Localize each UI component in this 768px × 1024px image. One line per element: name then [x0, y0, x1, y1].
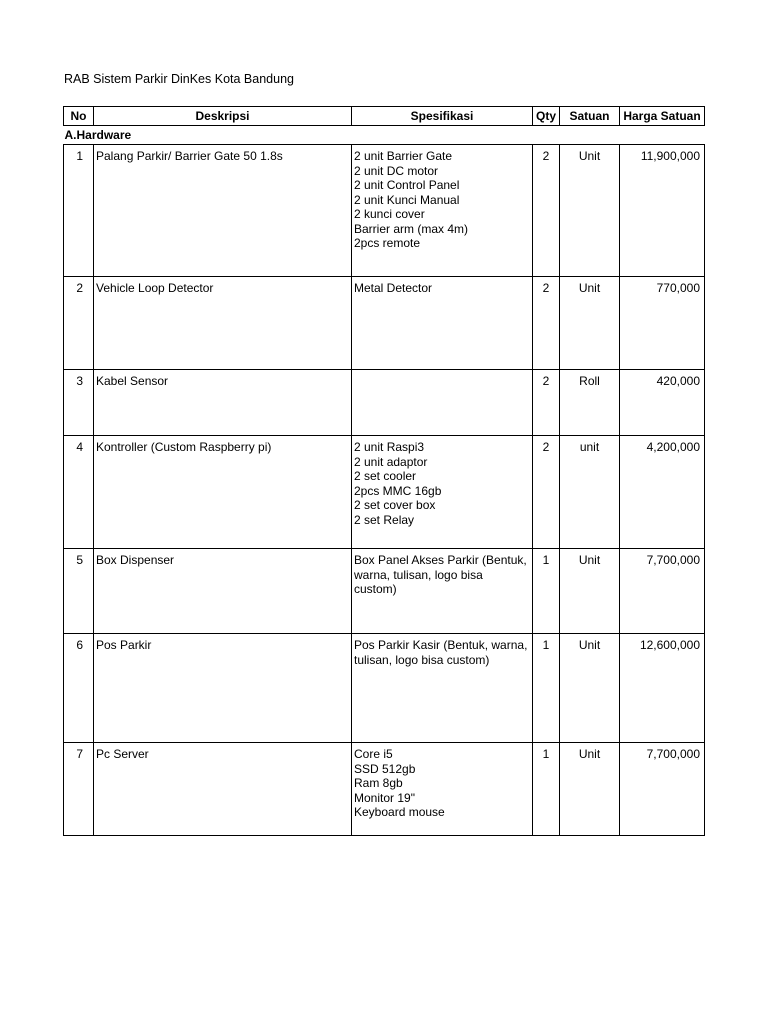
- row-no: 6: [64, 634, 94, 743]
- row-qty: 1: [533, 634, 560, 743]
- spec-line: 2 unit Raspi3: [354, 440, 425, 454]
- spec-line: Box Panel Akses Parkir (Bentuk,: [354, 553, 527, 567]
- spec-line: 2 set cover box: [354, 498, 436, 512]
- row-satuan: unit: [560, 436, 620, 549]
- table-row: [64, 634, 705, 743]
- row-qty: 2: [533, 436, 560, 549]
- row-satuan: Unit: [560, 634, 620, 743]
- spec-line: Barrier arm (max 4m): [354, 221, 469, 236]
- row-deskripsi: Pos Parkir: [94, 634, 352, 743]
- table-row: [64, 743, 705, 836]
- spec-line: 2 kunci cover: [354, 207, 425, 221]
- row-deskripsi: Kontroller (Custom Raspberry pi): [94, 436, 352, 549]
- row-deskripsi: Box Dispenser: [94, 549, 352, 634]
- row-satuan: Roll: [560, 370, 620, 436]
- header-spesifikasi: Spesifikasi: [352, 107, 533, 126]
- row-harga-satuan: 770,000: [620, 277, 705, 370]
- spec-line: Pos Parkir Kasir (Bentuk, warna,: [354, 638, 528, 652]
- row-spesifikasi: [352, 634, 533, 743]
- row-harga-satuan: 7,700,000: [620, 743, 705, 836]
- spec-line: warna, tulisan, logo bisa: [354, 567, 483, 582]
- row-spesifikasi: [352, 436, 533, 549]
- spec-line: Keyboard mouse: [354, 805, 445, 819]
- row-harga-satuan: 420,000: [620, 370, 705, 436]
- table-row: [64, 436, 705, 549]
- header-satuan: Satuan: [560, 107, 620, 126]
- header-no: No: [64, 107, 94, 126]
- row-spesifikasi: [352, 743, 533, 836]
- row-spesifikasi: [352, 277, 533, 370]
- spec-line: 2pcs remote: [354, 236, 421, 250]
- row-satuan: Unit: [560, 145, 620, 277]
- table-header-row: [64, 107, 705, 126]
- spec-line: SSD 512gb: [354, 761, 416, 776]
- row-satuan: Unit: [560, 743, 620, 836]
- row-qty: 1: [533, 549, 560, 634]
- row-no: 1: [64, 145, 94, 277]
- row-qty: 1: [533, 743, 560, 836]
- row-deskripsi: Palang Parkir/ Barrier Gate 50 1.8s: [94, 145, 352, 277]
- spec-line: 2 unit DC motor: [354, 163, 439, 178]
- row-harga-satuan: 4,200,000: [620, 436, 705, 549]
- row-harga-satuan: 12,600,000: [620, 634, 705, 743]
- document-title: RAB Sistem Parkir DinKes Kota Bandung: [64, 72, 294, 86]
- spec-line: tulisan, logo bisa custom): [354, 652, 490, 667]
- row-harga-satuan: 7,700,000: [620, 549, 705, 634]
- spec-line: 2 unit Barrier Gate: [354, 149, 453, 163]
- row-satuan: Unit: [560, 549, 620, 634]
- spec-line: 2 set cooler: [354, 469, 417, 483]
- header-harga-satuan: Harga Satuan: [620, 107, 705, 126]
- row-spesifikasi: [352, 145, 533, 277]
- row-harga-satuan: 11,900,000: [620, 145, 705, 277]
- spec-line: custom): [354, 582, 397, 596]
- row-no: 3: [64, 370, 94, 436]
- spec-line: 2pcs MMC 16gb: [354, 483, 442, 498]
- table-row: [64, 145, 705, 277]
- row-spesifikasi: [352, 370, 533, 436]
- spec-line: 2 unit adaptor: [354, 454, 428, 469]
- spec-line: 2 set Relay: [354, 512, 415, 527]
- spec-line: 2 unit Control Panel: [354, 178, 460, 192]
- spec-line: Metal Detector: [354, 281, 433, 295]
- row-no: 4: [64, 436, 94, 549]
- table-row: [64, 549, 705, 634]
- row-deskripsi: Pc Server: [94, 743, 352, 836]
- row-no: 5: [64, 549, 94, 634]
- spec-line: 2 unit Kunci Manual: [354, 192, 460, 207]
- rab-table: [63, 106, 705, 836]
- row-deskripsi: Vehicle Loop Detector: [94, 277, 352, 370]
- spec-line: Monitor 19": [354, 790, 415, 805]
- row-no: 2: [64, 277, 94, 370]
- spec-line: Ram 8gb: [354, 776, 403, 790]
- row-qty: 2: [533, 277, 560, 370]
- header-deskripsi: Deskripsi: [94, 107, 352, 126]
- section-row: [64, 126, 705, 145]
- table-row: [64, 277, 705, 370]
- spec-line: Core i5: [354, 747, 393, 761]
- header-qty: Qty: [533, 107, 560, 126]
- row-qty: 2: [533, 145, 560, 277]
- row-deskripsi: Kabel Sensor: [94, 370, 352, 436]
- row-satuan: Unit: [560, 277, 620, 370]
- row-qty: 2: [533, 370, 560, 436]
- row-spesifikasi: [352, 549, 533, 634]
- table-row: [64, 370, 705, 436]
- row-no: 7: [64, 743, 94, 836]
- section-label: A.Hardware: [64, 127, 132, 142]
